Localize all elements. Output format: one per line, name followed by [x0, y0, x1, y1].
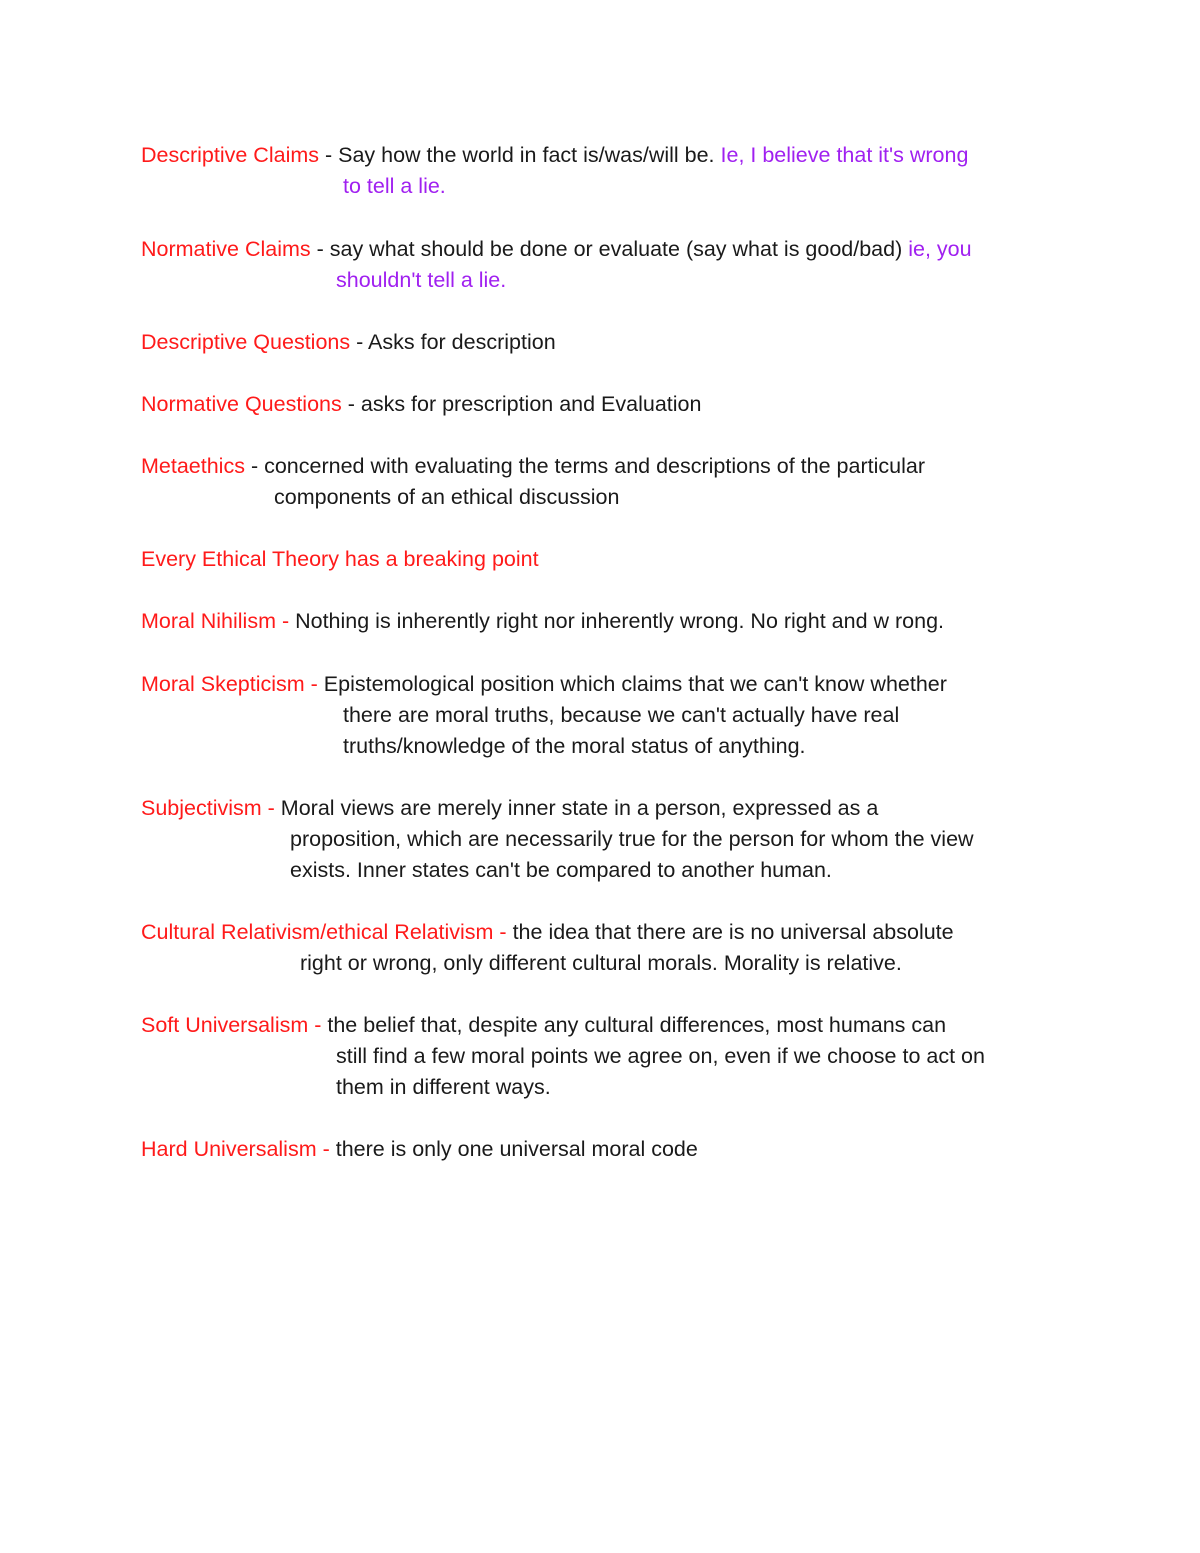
entry-moral-skepticism — [141, 669, 947, 700]
entry-hard-universalism — [141, 1134, 698, 1165]
definition-continuation: them in different ways. — [336, 1075, 551, 1099]
definition-continuation: truths/knowledge of the moral status of anything. — [343, 734, 806, 758]
definition-text: Nothing is inherently right nor inherently wrong. No right and w rong. — [295, 609, 945, 633]
example-text: ie, you — [902, 237, 972, 261]
definition-text: asks for prescription and Evaluation — [360, 392, 702, 416]
entry-normative-questions — [141, 389, 701, 420]
separator: - — [350, 330, 369, 354]
example-continuation: to tell a lie. — [343, 174, 446, 198]
definition-continuation: right or wrong, only different cultural morals. Morality is relative. — [300, 951, 902, 975]
definition-text: the idea that there are is no universal absolute — [512, 920, 954, 944]
definition-continuation: still find a few moral points we agree on, even if we choose to act on — [336, 1044, 985, 1068]
entry-descriptive-questions — [141, 327, 556, 358]
definition-text: say what should be done or evaluate (say what is good/bad) — [329, 237, 903, 261]
term-label: Normative Claims — [141, 237, 311, 261]
definition-text: Epistemological position which claims that we can't know whether — [323, 672, 947, 696]
separator: - — [319, 143, 339, 167]
definition-text: Moral views are merely inner state in a person, expressed as a — [280, 796, 879, 820]
definition-continuation: exists. Inner states can't be compared to another human. — [290, 858, 832, 882]
separator: - — [310, 237, 330, 261]
entry-descriptive-claims — [141, 140, 968, 171]
term-label: Metaethics — [141, 454, 245, 478]
definition-text: the belief that, despite any cultural differences, most humans can — [327, 1013, 947, 1037]
definition-text: there is only one universal moral code — [335, 1137, 698, 1161]
definition-text: concerned with evaluating the terms and descriptions of the particular — [264, 454, 925, 478]
entry-cultural-relativism — [141, 917, 954, 948]
term-label: Subjectivism - — [141, 796, 281, 820]
term-label: Descriptive Claims — [141, 143, 320, 167]
term-label: Descriptive Questions — [141, 330, 351, 354]
definition-continuation: there are moral truths, because we can't actually have real — [343, 703, 900, 727]
example-text: Ie, I believe that it's wrong — [714, 143, 969, 167]
definition-text: Asks for description — [368, 330, 556, 354]
entry-subjectivism — [141, 793, 878, 824]
term-label: Moral Skepticism - — [141, 672, 324, 696]
definition-text: Say how the world in fact is/was/will be. — [338, 143, 715, 167]
section-heading: Every Ethical Theory has a breaking point — [141, 547, 539, 571]
definition-continuation: proposition, which are necessarily true for the person for whom the view — [290, 827, 974, 851]
term-label: Normative Questions — [141, 392, 342, 416]
entry-moral-nihilism — [141, 606, 944, 637]
separator: - — [244, 454, 265, 478]
entry-metaethics — [141, 451, 925, 482]
definition-continuation: components of an ethical discussion — [274, 485, 620, 509]
example-continuation: shouldn't tell a lie. — [336, 268, 507, 292]
separator: - — [341, 392, 361, 416]
entry-normative-claims — [141, 234, 972, 265]
term-label: Soft Universalism - — [141, 1013, 328, 1037]
term-label: Cultural Relativism/ethical Relativism - — [141, 920, 513, 944]
entry-soft-universalism — [141, 1010, 946, 1041]
term-label: Hard Universalism - — [141, 1137, 336, 1161]
term-label: Moral Nihilism - — [141, 609, 296, 633]
